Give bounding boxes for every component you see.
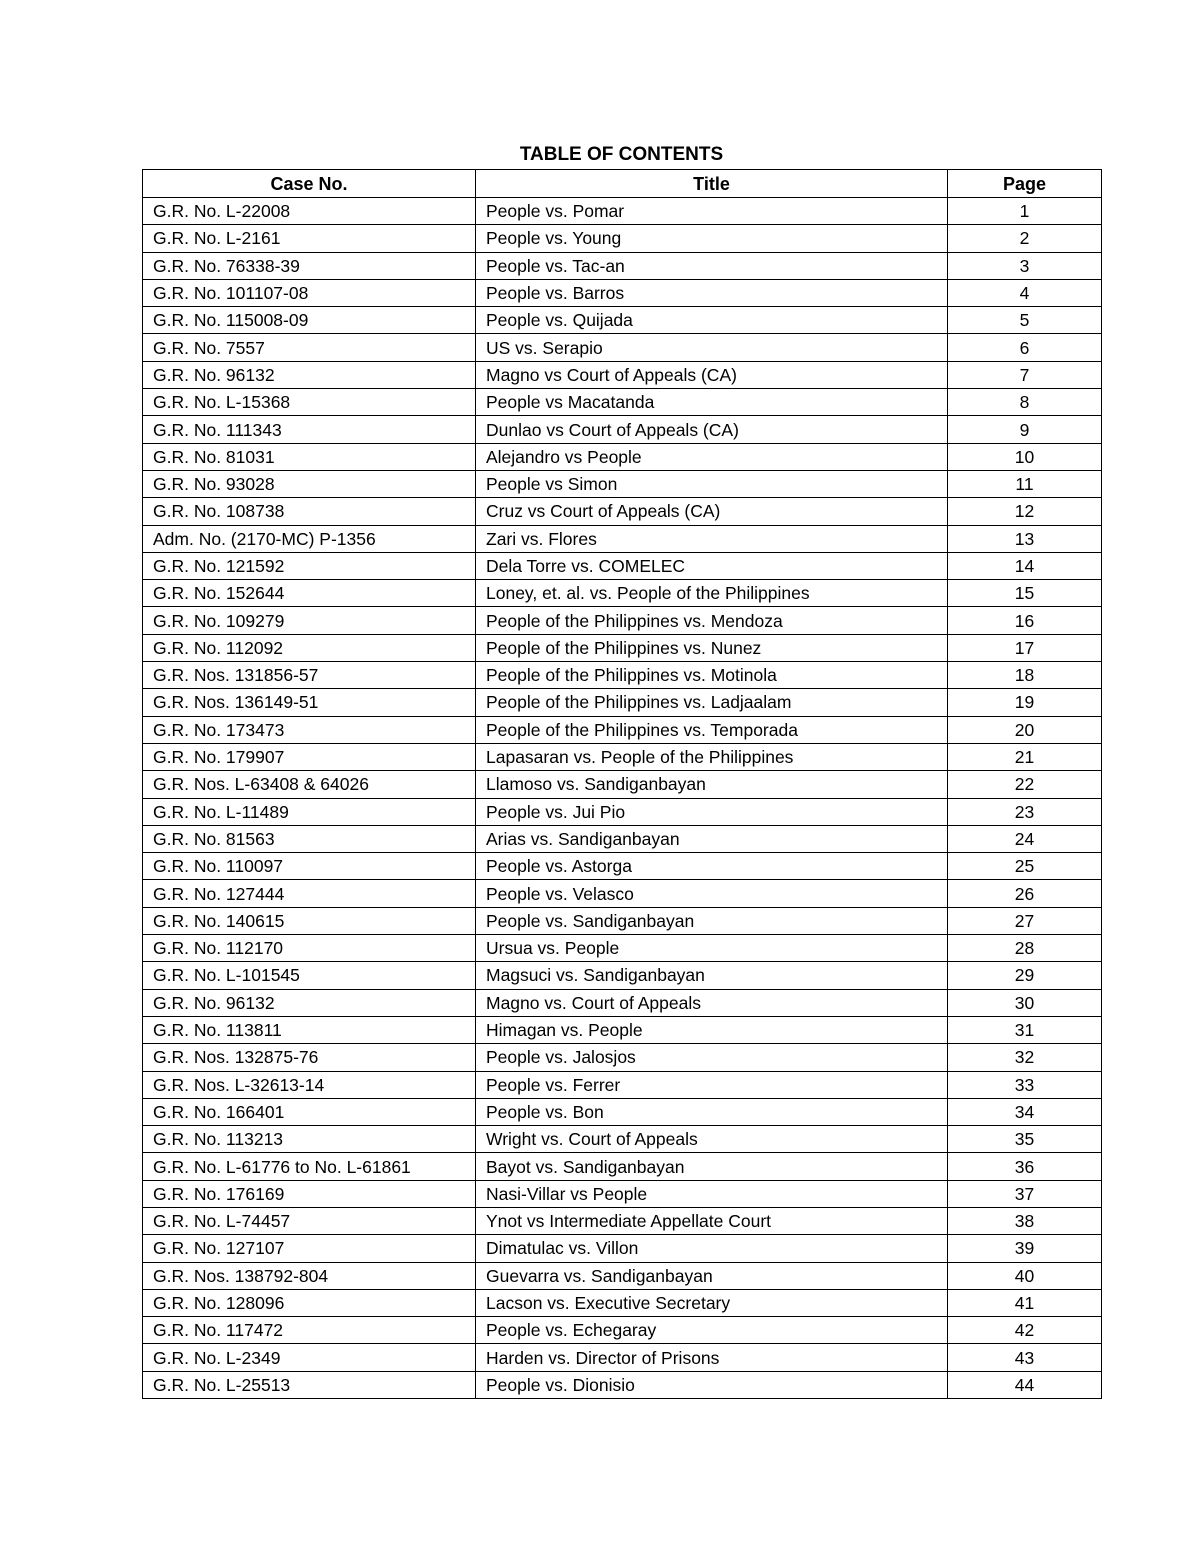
table-row [143, 1262, 1102, 1289]
page-cell: 26 [948, 880, 1102, 907]
title-cell: Himagan vs. People [476, 1016, 948, 1043]
page-cell: 41 [948, 1289, 1102, 1316]
table-row [143, 935, 1102, 962]
header-page: Page [948, 170, 1102, 198]
title-cell: Cruz vs Court of Appeals (CA) [476, 498, 948, 525]
title-cell: People vs. Dionisio [476, 1371, 948, 1398]
page-cell: 7 [948, 361, 1102, 388]
title-cell: People vs. Sandiganbayan [476, 907, 948, 934]
table-row [143, 279, 1102, 306]
page-cell: 19 [948, 689, 1102, 716]
case-no-cell: G.R. Nos. L-63408 & 64026 [143, 771, 476, 798]
title-cell: Magno vs. Court of Appeals [476, 989, 948, 1016]
page-cell: 1 [948, 198, 1102, 225]
page-cell: 4 [948, 279, 1102, 306]
case-no-cell: G.R. No. L-74457 [143, 1207, 476, 1234]
case-no-cell: G.R. No. L-11489 [143, 798, 476, 825]
page-cell: 13 [948, 525, 1102, 552]
page-cell: 36 [948, 1153, 1102, 1180]
case-no-cell: G.R. No. 109279 [143, 607, 476, 634]
title-cell: Lacson vs. Executive Secretary [476, 1289, 948, 1316]
title-cell: Bayot vs. Sandiganbayan [476, 1153, 948, 1180]
table-row [143, 743, 1102, 770]
case-no-cell: G.R. No. 113811 [143, 1016, 476, 1043]
table-row [143, 1044, 1102, 1071]
page-cell: 27 [948, 907, 1102, 934]
page-cell: 12 [948, 498, 1102, 525]
case-no-cell: G.R. Nos. 132875-76 [143, 1044, 476, 1071]
case-no-cell: G.R. No. 128096 [143, 1289, 476, 1316]
title-cell: Alejandro vs People [476, 443, 948, 470]
title-cell: Dimatulac vs. Villon [476, 1235, 948, 1262]
case-no-cell: G.R. No. 176169 [143, 1180, 476, 1207]
title-cell: People vs. Young [476, 225, 948, 252]
case-no-cell: G.R. No. 96132 [143, 989, 476, 1016]
title-cell: Magno vs Court of Appeals (CA) [476, 361, 948, 388]
table-row [143, 1344, 1102, 1371]
table-row [143, 1289, 1102, 1316]
case-no-cell: G.R. No. 81031 [143, 443, 476, 470]
page-cell: 37 [948, 1180, 1102, 1207]
table-row [143, 1153, 1102, 1180]
case-no-cell: G.R. No. 7557 [143, 334, 476, 361]
case-no-cell: G.R. No. 112170 [143, 935, 476, 962]
title-cell: People of the Philippines vs. Mendoza [476, 607, 948, 634]
page-cell: 35 [948, 1126, 1102, 1153]
page-cell: 33 [948, 1071, 1102, 1098]
case-no-cell: G.R. No. 76338-39 [143, 252, 476, 279]
title-cell: People vs. Echegaray [476, 1317, 948, 1344]
page-cell: 34 [948, 1098, 1102, 1125]
header-title: Title [476, 170, 948, 198]
case-no-cell: G.R. No. 179907 [143, 743, 476, 770]
page-cell: 8 [948, 389, 1102, 416]
title-cell: Lapasaran vs. People of the Philippines [476, 743, 948, 770]
table-row [143, 225, 1102, 252]
title-cell: Harden vs. Director of Prisons [476, 1344, 948, 1371]
case-no-cell: G.R. No. 111343 [143, 416, 476, 443]
table-row [143, 989, 1102, 1016]
title-cell: Llamoso vs. Sandiganbayan [476, 771, 948, 798]
table-row [143, 416, 1102, 443]
page-cell: 6 [948, 334, 1102, 361]
table-row [143, 198, 1102, 225]
header-case-no: Case No. [143, 170, 476, 198]
title-cell: People vs. Quijada [476, 307, 948, 334]
table-row [143, 771, 1102, 798]
table-row [143, 1098, 1102, 1125]
case-no-cell: G.R. No. 117472 [143, 1317, 476, 1344]
table-row [143, 716, 1102, 743]
table-row [143, 389, 1102, 416]
table-row [143, 334, 1102, 361]
case-no-cell: G.R. Nos. 136149-51 [143, 689, 476, 716]
page-cell: 23 [948, 798, 1102, 825]
case-no-cell: G.R. No. L-25513 [143, 1371, 476, 1398]
table-row [143, 470, 1102, 497]
table-row [143, 1371, 1102, 1398]
case-no-cell: G.R. No. 127444 [143, 880, 476, 907]
case-no-cell: G.R. No. L-2161 [143, 225, 476, 252]
page-cell: 16 [948, 607, 1102, 634]
table-row [143, 825, 1102, 852]
page-cell: 20 [948, 716, 1102, 743]
case-no-cell: G.R. No. 108738 [143, 498, 476, 525]
page-cell: 5 [948, 307, 1102, 334]
title-cell: People vs. Jalosjos [476, 1044, 948, 1071]
case-no-cell: G.R. No. 81563 [143, 825, 476, 852]
table-row [143, 634, 1102, 661]
case-no-cell: G.R. Nos. 131856-57 [143, 662, 476, 689]
case-no-cell: G.R. No. 113213 [143, 1126, 476, 1153]
table-row [143, 1235, 1102, 1262]
title-cell: Guevarra vs. Sandiganbayan [476, 1262, 948, 1289]
title-cell: People vs. Bon [476, 1098, 948, 1125]
table-row [143, 580, 1102, 607]
page-cell: 39 [948, 1235, 1102, 1262]
case-no-cell: G.R. Nos. 138792-804 [143, 1262, 476, 1289]
table-row [143, 1016, 1102, 1043]
page-cell: 2 [948, 225, 1102, 252]
case-no-cell: G.R. No. 121592 [143, 552, 476, 579]
page-cell: 28 [948, 935, 1102, 962]
title-cell: People of the Philippines vs. Nunez [476, 634, 948, 661]
title-cell: People vs. Astorga [476, 853, 948, 880]
title-cell: People vs Macatanda [476, 389, 948, 416]
page-cell: 25 [948, 853, 1102, 880]
table-body [143, 198, 1102, 1399]
title-cell: People vs. Jui Pio [476, 798, 948, 825]
page-cell: 42 [948, 1317, 1102, 1344]
title-cell: Wright vs. Court of Appeals [476, 1126, 948, 1153]
title-cell: People of the Philippines vs. Ladjaalam [476, 689, 948, 716]
page-cell: 18 [948, 662, 1102, 689]
table-row [143, 962, 1102, 989]
case-no-cell: G.R. No. 110097 [143, 853, 476, 880]
page-cell: 9 [948, 416, 1102, 443]
table-row [143, 252, 1102, 279]
page-cell: 3 [948, 252, 1102, 279]
page-cell: 11 [948, 470, 1102, 497]
title-cell: People vs. Ferrer [476, 1071, 948, 1098]
page-cell: 22 [948, 771, 1102, 798]
page-cell: 15 [948, 580, 1102, 607]
page-cell: 17 [948, 634, 1102, 661]
title-cell: Dela Torre vs. COMELEC [476, 552, 948, 579]
title-cell: US vs. Serapio [476, 334, 948, 361]
title-cell: Magsuci vs. Sandiganbayan [476, 962, 948, 989]
page-cell: 14 [948, 552, 1102, 579]
title-cell: Zari vs. Flores [476, 525, 948, 552]
case-no-cell: G.R. No. 127107 [143, 1235, 476, 1262]
table-row [143, 1317, 1102, 1344]
case-no-cell: G.R. No. L-61776 to No. L-61861 [143, 1153, 476, 1180]
table-row [143, 1207, 1102, 1234]
table-row [143, 853, 1102, 880]
title-cell: Loney, et. al. vs. People of the Philippines [476, 580, 948, 607]
table-row [143, 307, 1102, 334]
title-cell: Arias vs. Sandiganbayan [476, 825, 948, 852]
table-row [143, 552, 1102, 579]
page-cell: 31 [948, 1016, 1102, 1043]
page-cell: 10 [948, 443, 1102, 470]
case-no-cell: G.R. No. 140615 [143, 907, 476, 934]
title-cell: Ursua vs. People [476, 935, 948, 962]
table-row [143, 607, 1102, 634]
case-no-cell: G.R. No. 96132 [143, 361, 476, 388]
title-cell: People of the Philippines vs. Motinola [476, 662, 948, 689]
case-no-cell: G.R. No. 115008-09 [143, 307, 476, 334]
page-cell: 38 [948, 1207, 1102, 1234]
table-row [143, 798, 1102, 825]
case-no-cell: G.R. No. 101107-08 [143, 279, 476, 306]
title-cell: Dunlao vs Court of Appeals (CA) [476, 416, 948, 443]
contents-table [142, 169, 1102, 1399]
table-row [143, 498, 1102, 525]
case-no-cell: G.R. Nos. L-32613-14 [143, 1071, 476, 1098]
case-no-cell: Adm. No. (2170-MC) P-1356 [143, 525, 476, 552]
case-no-cell: G.R. No. 166401 [143, 1098, 476, 1125]
table-row [143, 907, 1102, 934]
page-cell: 40 [948, 1262, 1102, 1289]
case-no-cell: G.R. No. 173473 [143, 716, 476, 743]
page-cell: 44 [948, 1371, 1102, 1398]
case-no-cell: G.R. No. L-15368 [143, 389, 476, 416]
case-no-cell: G.R. No. 152644 [143, 580, 476, 607]
page-cell: 43 [948, 1344, 1102, 1371]
title-cell: People vs. Pomar [476, 198, 948, 225]
case-no-cell: G.R. No. L-101545 [143, 962, 476, 989]
table-row [143, 1071, 1102, 1098]
header-row [143, 170, 1102, 198]
table-row [143, 662, 1102, 689]
case-no-cell: G.R. No. L-22008 [143, 198, 476, 225]
title-cell: People vs. Barros [476, 279, 948, 306]
title-cell: Ynot vs Intermediate Appellate Court [476, 1207, 948, 1234]
title-cell: People vs Simon [476, 470, 948, 497]
table-row [143, 1180, 1102, 1207]
table-row [143, 525, 1102, 552]
page-cell: 29 [948, 962, 1102, 989]
page-cell: 21 [948, 743, 1102, 770]
page-title: TABLE OF CONTENTS [519, 144, 724, 165]
case-no-cell: G.R. No. 93028 [143, 470, 476, 497]
case-no-cell: G.R. No. 112092 [143, 634, 476, 661]
table-row [143, 880, 1102, 907]
title-cell: People vs. Velasco [476, 880, 948, 907]
title-cell: Nasi-Villar vs People [476, 1180, 948, 1207]
title-cell: People of the Philippines vs. Temporada [476, 716, 948, 743]
page-cell: 30 [948, 989, 1102, 1016]
table-row [143, 361, 1102, 388]
table-row [143, 443, 1102, 470]
title-cell: People vs. Tac-an [476, 252, 948, 279]
table-row [143, 689, 1102, 716]
case-no-cell: G.R. No. L-2349 [143, 1344, 476, 1371]
page-cell: 24 [948, 825, 1102, 852]
page-cell: 32 [948, 1044, 1102, 1071]
table-row [143, 1126, 1102, 1153]
